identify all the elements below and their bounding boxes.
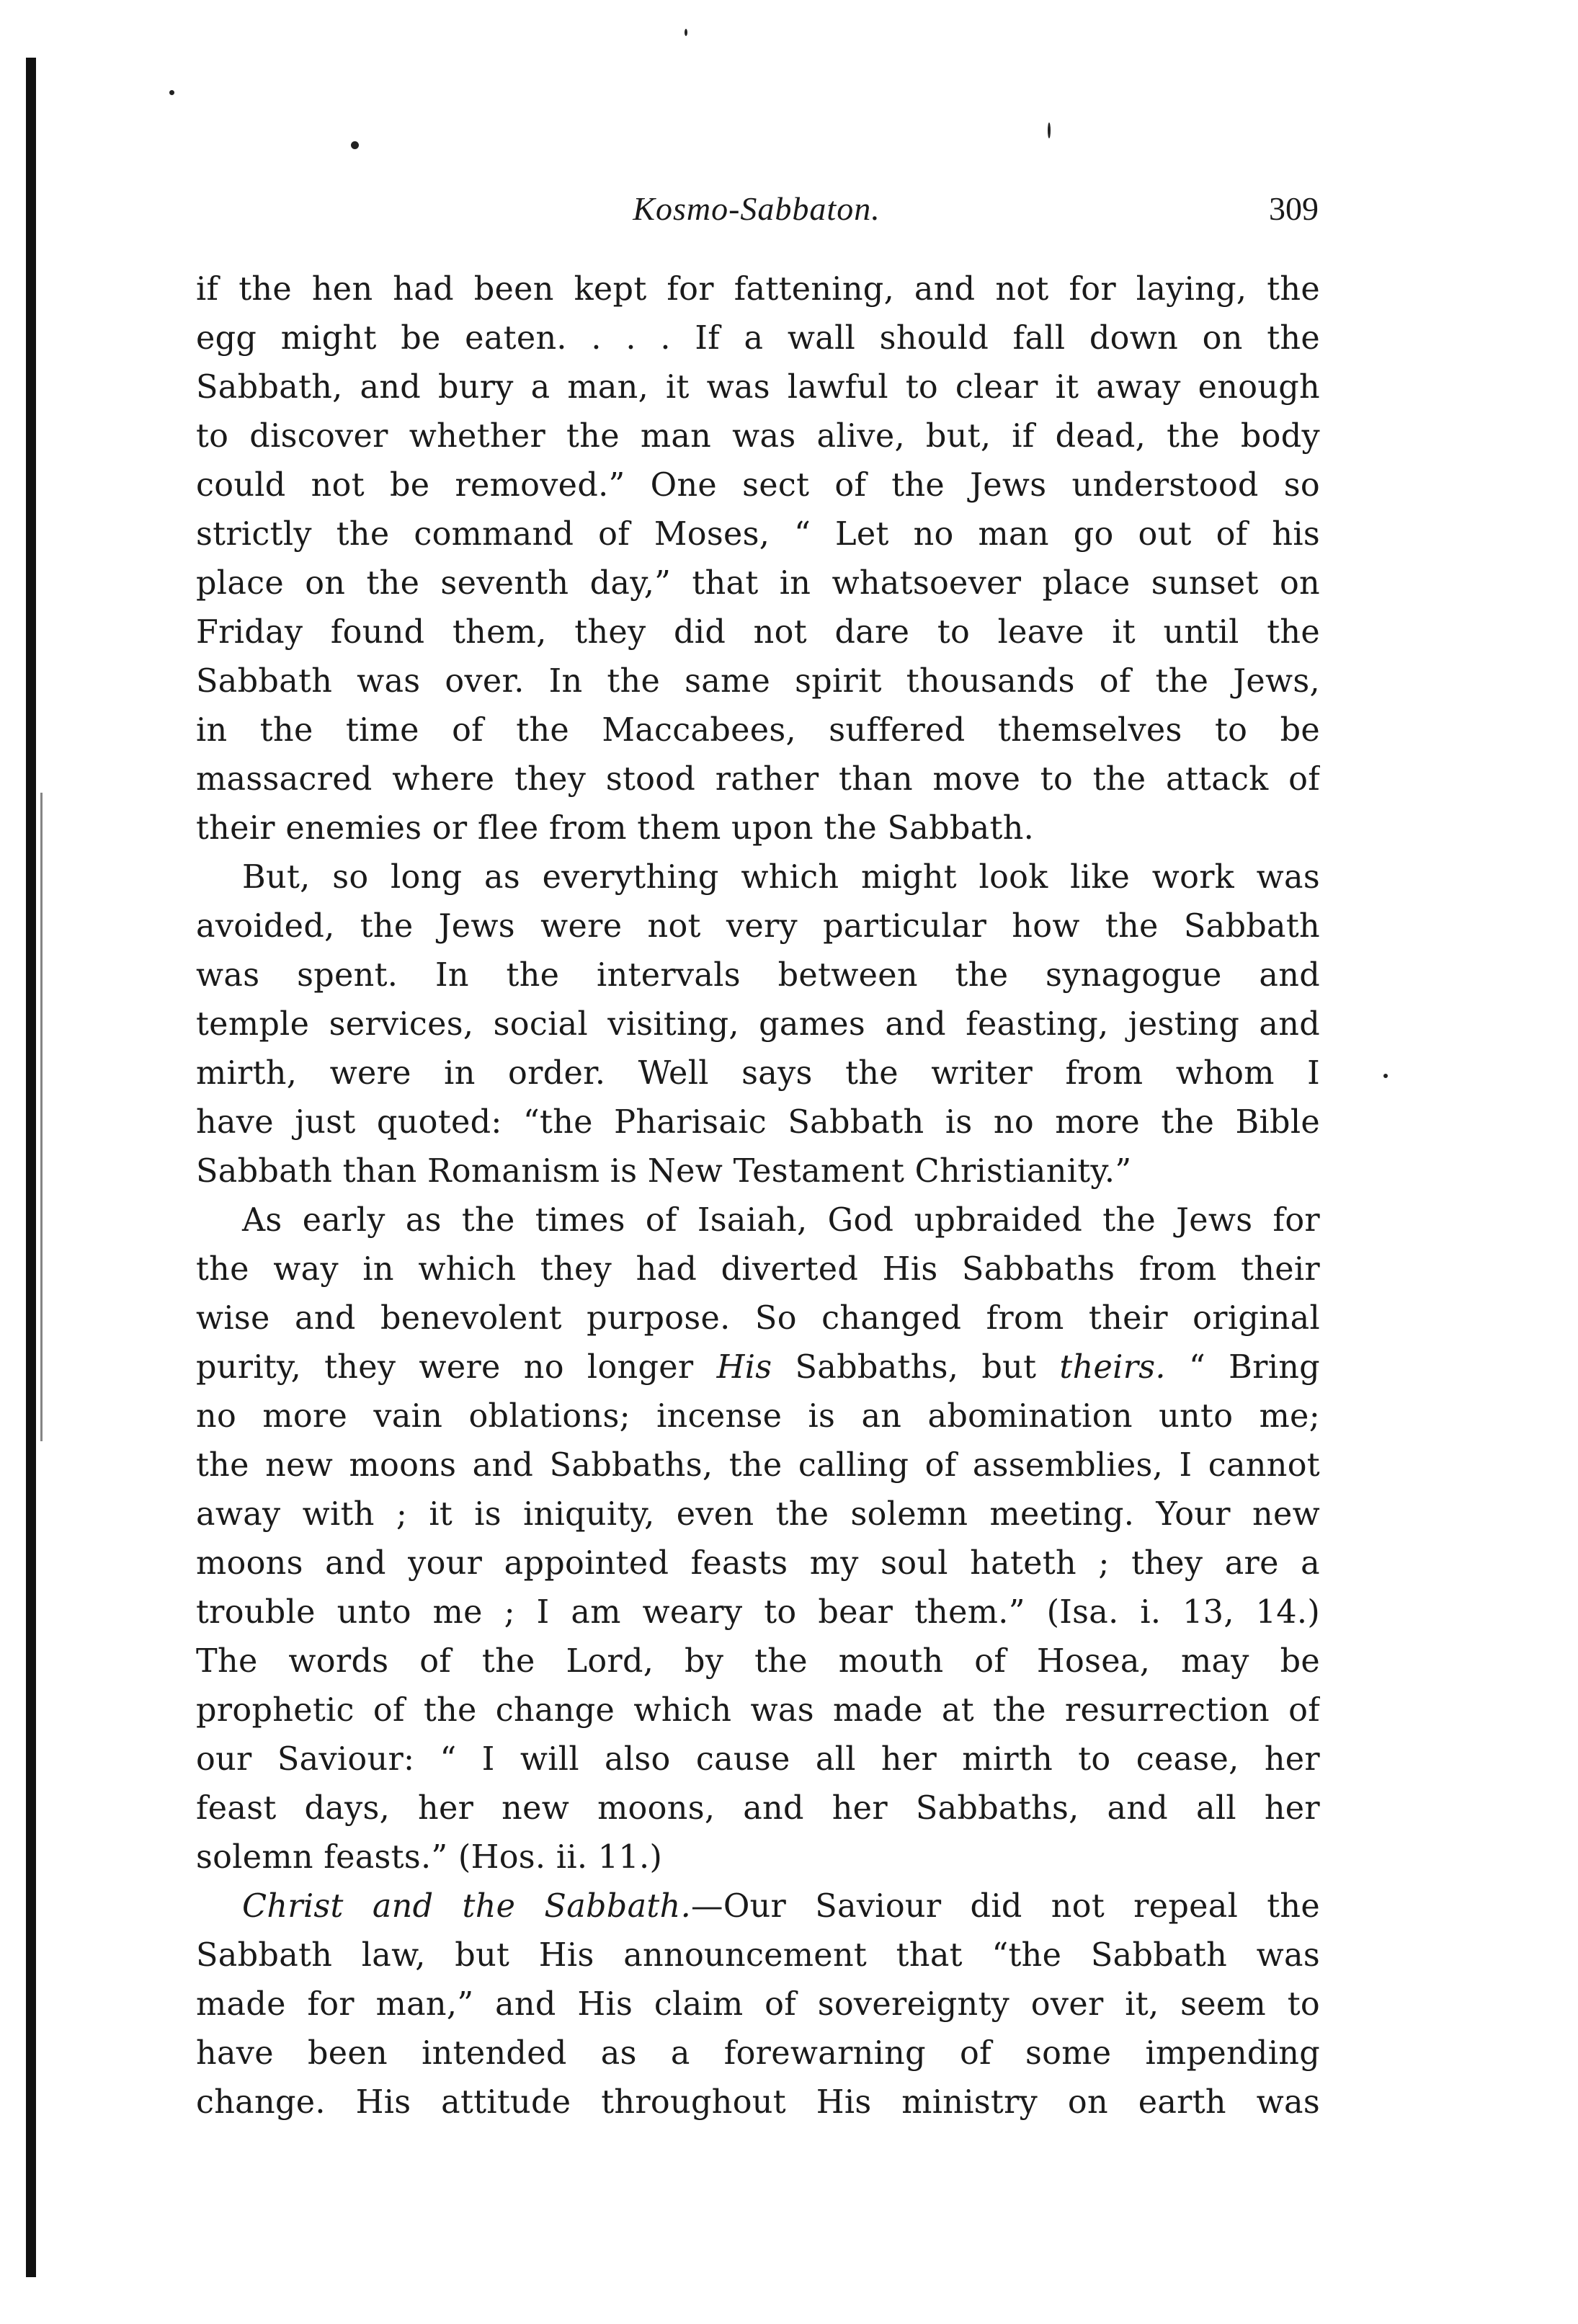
text-line: their enemies or flee from them upon the Sabbath.	[196, 810, 1035, 847]
page-binding-shadow	[40, 793, 43, 1441]
text-line: made for man,” and His claim of sovereignty over it, seem to	[196, 1986, 1320, 2023]
text-line: in the time of the Maccabees, suffered themselves to be	[196, 712, 1320, 749]
text-line: As early as the times of Isaiah, God upbraided the Jews for	[242, 1202, 1320, 1239]
text-line: no more vain oblations; incense is an abomination unto me;	[196, 1398, 1320, 1435]
text-line: away with ; it is iniquity, even the solemn meeting. Your new	[196, 1496, 1320, 1533]
text-line: feast days, her new moons, and her Sabbaths, and all her	[196, 1790, 1320, 1827]
text-line: could not be removed.” One sect of the Jews understood so	[196, 467, 1320, 504]
text-line: was spent. In the intervals between the synagogue and	[196, 957, 1320, 994]
text-line: place on the seventh day,” that in whatsoever place sunset on	[196, 565, 1320, 602]
text-line: Sabbath, and bury a man, it was lawful to clear it away enough	[196, 369, 1320, 406]
text-line: But, so long as everything which might look like work was	[242, 859, 1320, 896]
text-segment: “ Bring	[1188, 1349, 1320, 1386]
ink-speck	[1383, 1074, 1388, 1078]
ink-speck	[685, 29, 687, 36]
italic-text: His	[716, 1349, 772, 1386]
text-line: temple services, social visiting, games and feasting, jesting and	[196, 1006, 1320, 1043]
ink-speck	[169, 90, 174, 95]
text-segment: Sabbaths, but	[795, 1349, 1037, 1386]
page-body	[196, 265, 1320, 2127]
text-segment: —Our Saviour did not repeal the	[691, 1888, 1320, 1925]
text-line: Sabbath than Romanism is New Testament Christianity.”	[196, 1153, 1132, 1190]
text-line: Sabbath law, but His announcement that “the Sabbath was	[196, 1937, 1320, 1974]
text-line-mixed	[196, 1343, 1320, 1392]
text-segment: purity, they were no longer	[196, 1349, 694, 1386]
text-line: moons and your appointed feasts my soul hateth ; they are a	[196, 1545, 1320, 1582]
text-line: egg might be eaten. . . . If a wall should fall down on the	[196, 320, 1320, 357]
text-line: solemn feasts.” (Hos. ii. 11.)	[196, 1839, 663, 1876]
text-line: trouble unto me ; I am weary to bear them.” (Isa. i. 13, 14.)	[196, 1594, 1320, 1631]
ink-speck	[351, 141, 359, 149]
text-line: strictly the command of Moses, “ Let no man go out of his	[196, 516, 1320, 553]
text-line: the way in which they had diverted His Sabbaths from their	[196, 1251, 1320, 1288]
running-title: Kosmo-Sabbaton.	[633, 190, 881, 227]
text-line: if the hen had been kept for fattening, and not for laying, the	[196, 271, 1320, 308]
text-line-mixed	[196, 1882, 1320, 1931]
text-line: The words of the Lord, by the mouth of Hosea, may be	[196, 1643, 1320, 1680]
italic-text: theirs.	[1059, 1349, 1166, 1386]
text-line: change. His attitude throughout His ministry on earth was	[196, 2084, 1320, 2121]
text-line: massacred where they stood rather than move to the attack of	[196, 761, 1320, 798]
text-line: avoided, the Jews were not very particular how the Sabbath	[196, 908, 1320, 945]
page-binding-edge	[26, 58, 36, 2277]
text-line: our Saviour: “ I will also cause all her mirth to cease, her	[196, 1741, 1320, 1778]
text-line: Sabbath was over. In the same spirit thousands of the Jews,	[196, 663, 1320, 700]
text-line: Friday found them, they did not dare to leave it until the	[196, 614, 1320, 651]
text-line: have been intended as a forewarning of some impending	[196, 2035, 1320, 2072]
text-line: mirth, were in order. Well says the writer from whom I	[196, 1055, 1320, 1092]
page-header	[195, 184, 1319, 234]
text-line: have just quoted: “the Pharisaic Sabbath is no more the Bible	[196, 1104, 1320, 1141]
text-line: wise and benevolent purpose. So changed from their original	[196, 1300, 1320, 1337]
ink-speck	[1048, 123, 1051, 138]
text-line: prophetic of the change which was made at the resurrection of	[196, 1692, 1320, 1729]
section-heading: Christ and the Sabbath.	[242, 1888, 692, 1925]
text-line: the new moons and Sabbaths, the calling of assemblies, I cannot	[196, 1447, 1320, 1484]
page-number: 309	[1269, 190, 1319, 227]
text-line: to discover whether the man was alive, but, if dead, the body	[196, 418, 1320, 455]
